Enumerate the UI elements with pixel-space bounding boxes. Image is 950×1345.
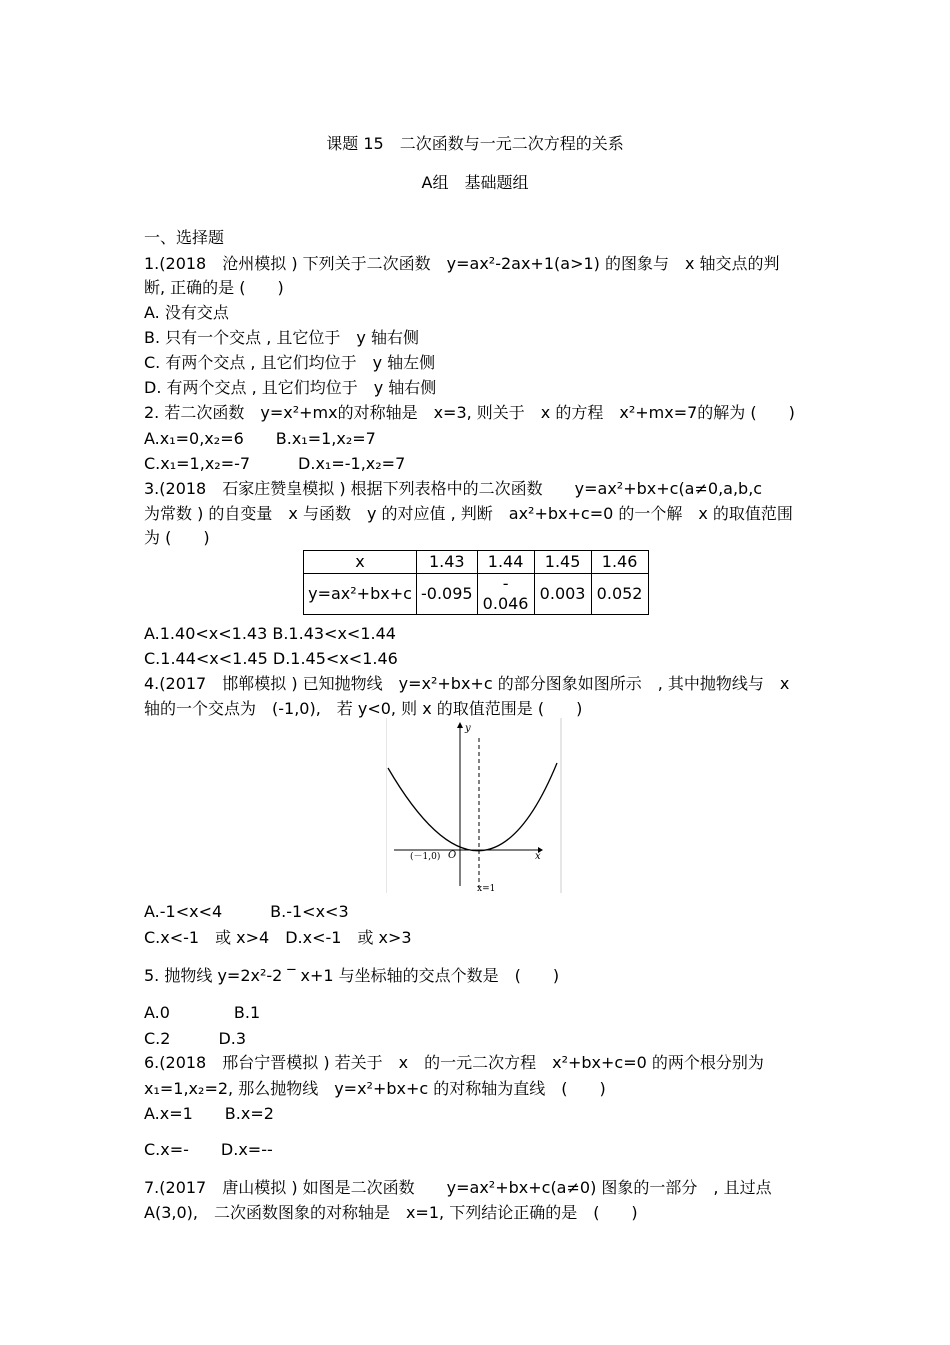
q1-stem-cont: 断, 正确的是 ( ): [144, 278, 284, 297]
q5-options-cd: C.2 D.3: [144, 1029, 247, 1048]
q4-options-ab: A.-1<x<4 B.-1<x<3: [144, 902, 349, 921]
table-row: [304, 574, 649, 615]
table-cell: 0.003: [534, 574, 591, 615]
q6-stem-cont: x₁=1,x₂=2, 那么抛物线 y=x²+bx+c 的对称轴为直线 ( ): [144, 1079, 606, 1098]
table-row: [304, 551, 649, 574]
group-title: A组 基础题组: [421, 173, 529, 192]
q2-options-cd: C.x₁=1,x₂=-7 D.x₁=-1,x₂=7: [144, 454, 406, 473]
table-cell: x: [304, 551, 417, 574]
q3-stem-cont: 为常数 ) 的自变量 x 与函数 y 的对应值 , 判断 ax²+bx+c=0 的一个解 x 的取值范围: [144, 504, 793, 523]
q5-stem: 5. 抛物线 y=2x²-2 ‾ x+1 与坐标轴的交点个数是 ( ): [144, 966, 560, 985]
q4-options-cd: C.x<-1 或 x>4 D.x<-1 或 x>3: [144, 928, 412, 947]
q4-stem-cont: 轴的一个交点为 (-1,0), 若 y<0, 则 x 的取值范围是 ( ): [144, 699, 583, 718]
table-cell: 1.44: [477, 551, 534, 574]
table-cell: 1.43: [417, 551, 478, 574]
table-cell: -0.095: [417, 574, 478, 615]
q7-stem-cont: A(3,0), 二次函数图象的对称轴是 x=1, 下列结论正确的是 ( ): [144, 1203, 638, 1222]
q1-option-c: C. 有两个交点 , 且它们均位于 y 轴左侧: [144, 353, 436, 372]
table-cell: y=ax²+bx+c: [304, 574, 417, 615]
section-heading: 一、选择题: [144, 228, 225, 247]
table-cell: - 0.046: [477, 574, 534, 615]
q3-options-cd: C.1.44<x<1.45 D.1.45<x<1.46: [144, 649, 398, 668]
q3-options-ab: A.1.40<x<1.43 B.1.43<x<1.44: [144, 624, 396, 643]
q3-stem-end: 为 ( ): [144, 528, 210, 547]
y-axis-label: y: [465, 723, 471, 734]
q6-stem: 6.(2018 邢台宁晋模拟 ) 若关于 x 的一元二次方程 x²+bx+c=0 的两个根分别为: [144, 1053, 764, 1072]
y-axis-arrow-icon: [457, 722, 463, 728]
x-axis-label: x: [535, 851, 541, 862]
table-cell: 1.45: [534, 551, 591, 574]
q1-stem: 1.(2018 沧州模拟 ) 下列关于二次函数 y=ax²-2ax+1(a>1) 的图象与 x 轴交点的判: [144, 254, 780, 273]
parabola-curve: [388, 763, 557, 851]
point-label: (－1,0): [410, 852, 441, 862]
q6-options-ab: A.x=1 B.x=2: [144, 1104, 274, 1123]
q1-option-d: D. 有两个交点 , 且它们均位于 y 轴右侧: [144, 378, 437, 397]
q4-stem: 4.(2017 邯郸模拟 ) 已知抛物线 y=x²+bx+c 的部分图象如图所示 , 其中抛物线与 x: [144, 674, 790, 693]
q3-stem: 3.(2018 石家庄赞皇模拟 ) 根据下列表格中的二次函数 y=ax²+bx+c(a≠0,a,b,c: [144, 479, 763, 498]
q2-stem: 2. 若二次函数 y=x²+mx的对称轴是 x=3, 则关于 x 的方程 x²+mx=7的解为 ( ): [144, 403, 795, 422]
axis-of-symmetry-label: x=1: [477, 884, 496, 893]
q2-options-ab: A.x₁=0,x₂=6 B.x₁=1,x₂=7: [144, 429, 376, 448]
table-cell: 0.052: [591, 574, 648, 615]
q1-option-b: B. 只有一个交点 , 且它位于 y 轴右侧: [144, 328, 419, 347]
origin-label: O: [448, 850, 457, 861]
page-title: 课题 15 二次函数与一元二次方程的关系: [326, 134, 624, 153]
q5-options-ab: A.0 B.1: [144, 1003, 261, 1022]
table-cell: 1.46: [591, 551, 648, 574]
q1-option-a: A. 没有交点: [144, 303, 229, 322]
q6-options-cd: C.x=‐ D.x=-‐: [144, 1140, 273, 1159]
value-table: [303, 550, 649, 615]
q7-stem: 7.(2017 唐山模拟 ) 如图是二次函数 y=ax²+bx+c(a≠0) 图象的一部分 , 且过点: [144, 1178, 772, 1197]
parabola-figure: [386, 718, 562, 893]
